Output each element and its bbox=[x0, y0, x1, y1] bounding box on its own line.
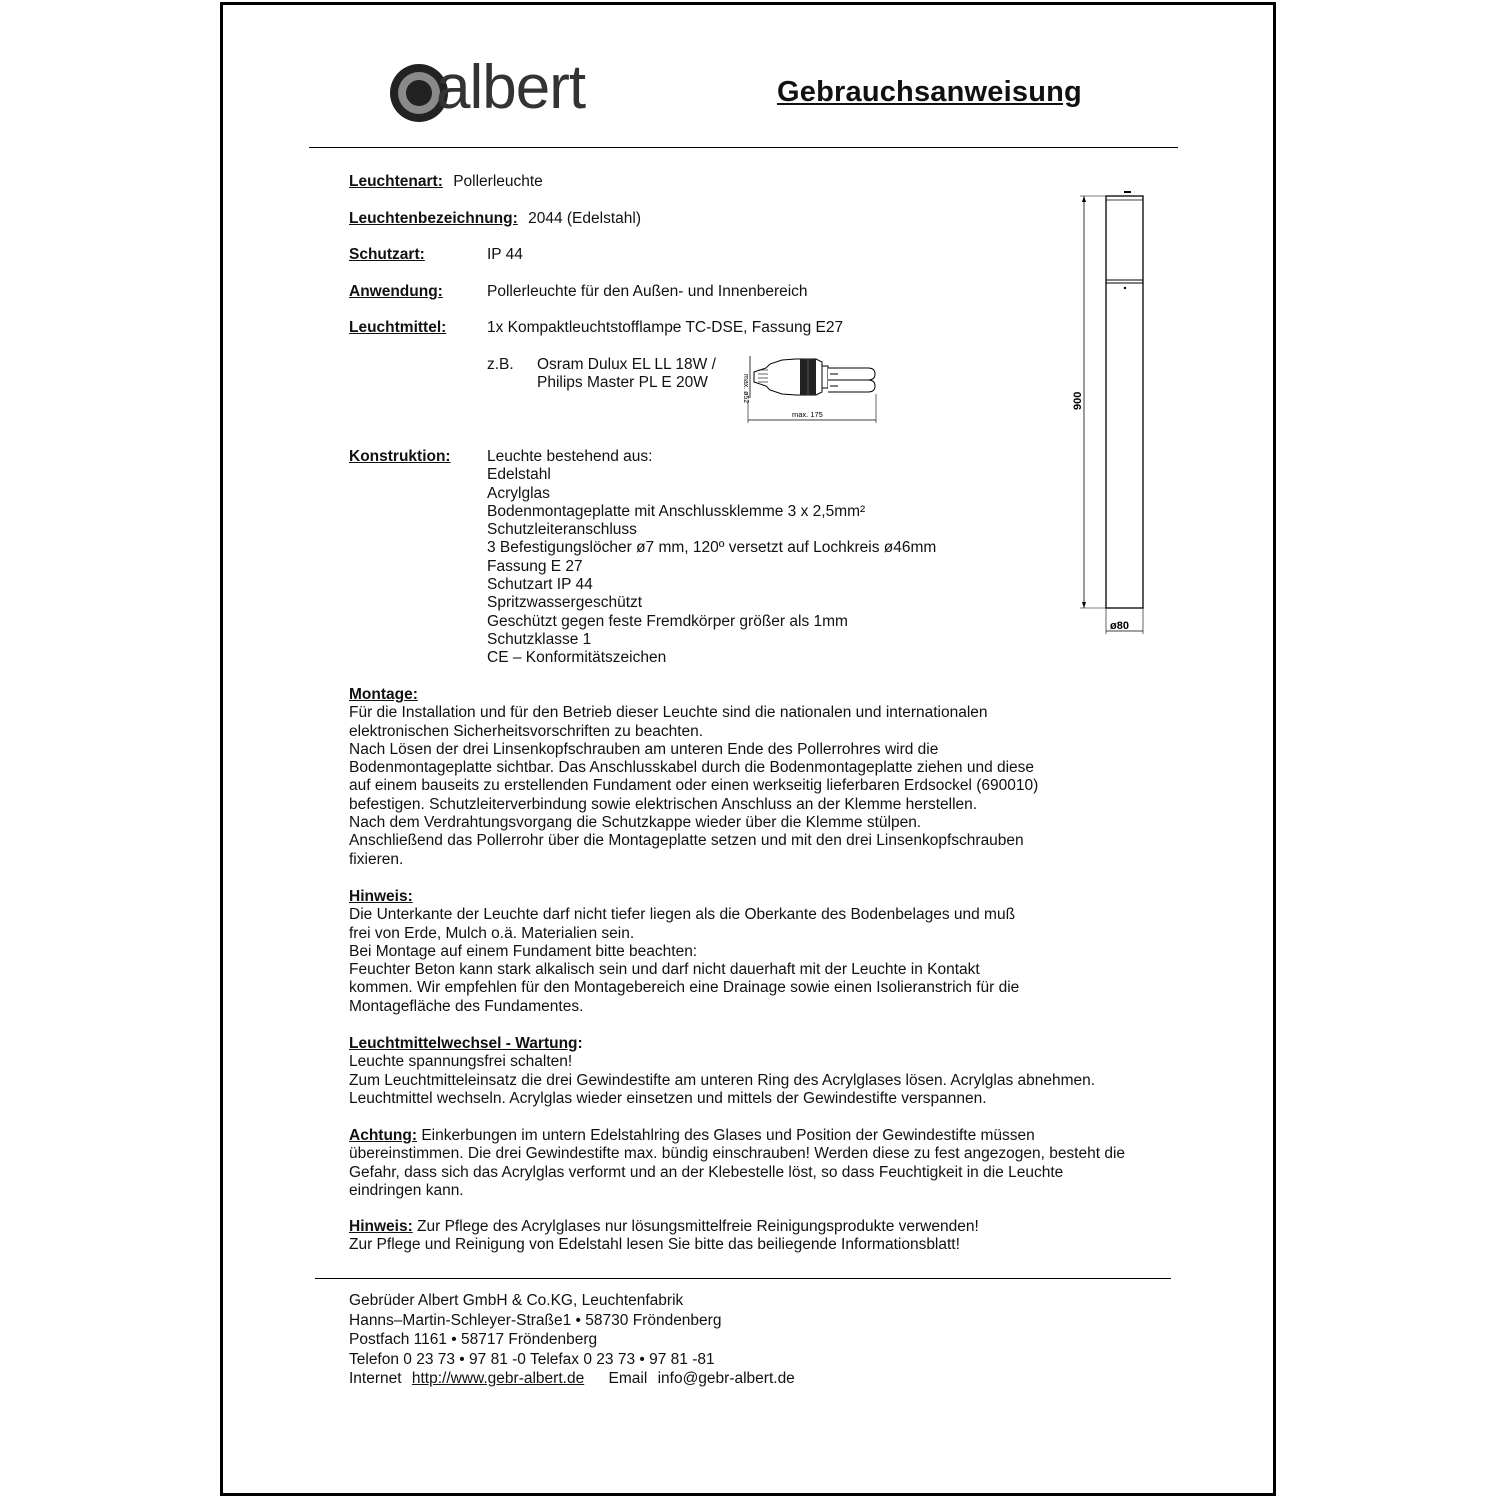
spec-value: Pollerleuchte bbox=[453, 173, 543, 190]
footer-phone: Telefon 0 23 73 • 97 81 -0 Telefax 0 23 73 • 97 81 -81 bbox=[349, 1350, 715, 1368]
paragraph-line: Nach dem Verdrahtungsvorgang die Schutzkappe wieder über die Klemme stülpen. bbox=[349, 814, 922, 832]
achtung-section bbox=[349, 1127, 1125, 1200]
lamp-diameter-label: max. ø52 bbox=[742, 374, 749, 404]
website-link[interactable]: http://www.gebr-albert.de bbox=[411, 1370, 585, 1387]
section-heading: Hinweis: bbox=[349, 888, 413, 905]
paragraph-line: elektronischen Sicherheitsvorschriften zu beachten. bbox=[349, 722, 704, 740]
paragraph-line: Anschließend das Pollerrohr über die Montageplatte setzen und mit den drei Linsenkopfschrauben bbox=[349, 832, 1024, 850]
footer-company: Gebrüder Albert GmbH & Co.KG, Leuchtenfabrik bbox=[349, 1292, 684, 1309]
internet-label: Internet bbox=[349, 1370, 402, 1387]
spec-label: Anwendung: bbox=[349, 283, 443, 300]
paragraph-line: übereinstimmen. Die drei Gewindestifte max. bündig einschrauben! Werden diese zu fest angezogen, besteht die bbox=[349, 1145, 1126, 1163]
footer-contact bbox=[349, 1369, 795, 1389]
spec-bezeichnung bbox=[349, 210, 641, 228]
lamp-length-label: max. 175 bbox=[792, 410, 823, 419]
example-prefix: z.B. bbox=[487, 356, 514, 373]
paragraph-line: kommen. Wir empfehlen für den Montagebereich eine Drainage sowie einen Isolieranstrich für die bbox=[349, 979, 1020, 997]
list-item: Geschützt gegen feste Fremdkörper größer als 1mm bbox=[487, 612, 848, 630]
header-divider bbox=[309, 147, 1178, 148]
spec-leuchtenart bbox=[349, 173, 543, 191]
albert-logo bbox=[386, 53, 636, 124]
list-item: Schutzart IP 44 bbox=[487, 576, 593, 594]
konstruktion-label: Konstruktion: bbox=[349, 448, 451, 465]
paragraph-line: Leuchte spannungsfrei schalten! bbox=[349, 1053, 573, 1071]
paragraph-line: frei von Erde, Mulch o.ä. Materialien sein. bbox=[349, 924, 635, 942]
paragraph-line: Bodenmontageplatte sichtbar. Das Anschlusskabel durch die Bodenmontageplatte ziehen und diese bbox=[349, 759, 1035, 777]
example-line-2: Philips Master PL E 20W bbox=[537, 374, 708, 391]
wartung-colon: : bbox=[577, 1035, 583, 1052]
list-item: CE – Konformitätszeichen bbox=[487, 649, 667, 667]
bollard-height-label: 900 bbox=[1072, 391, 1084, 410]
footer-address: Hanns–Martin-Schleyer-Straße1 • 58730 Fröndenberg bbox=[349, 1311, 722, 1329]
page-title: Gebrauchsanweisung bbox=[777, 76, 1082, 108]
paragraph-line bbox=[349, 1127, 1125, 1145]
email-label: Email bbox=[608, 1370, 648, 1387]
paragraph-line: Montagefläche des Fundamentes. bbox=[349, 997, 584, 1015]
footer-divider bbox=[315, 1278, 1171, 1279]
footer-postfach: Postfach 1161 • 58717 Fröndenberg bbox=[349, 1331, 598, 1348]
list-item: Edelstahl bbox=[487, 466, 551, 484]
list-item: Schutzleiteranschluss bbox=[487, 521, 637, 539]
spec-label: Leuchtmittel: bbox=[349, 319, 447, 336]
list-item: Fassung E 27 bbox=[487, 557, 583, 575]
paragraph-line: Zum Leuchtmitteleinsatz die drei Gewindestifte am unteren Ring des Acrylglases lösen. Acrylglas abnehmen. bbox=[349, 1071, 1096, 1089]
spec-value: 1x Kompaktleuchtstofflampe TC-DSE, Fassung E27 bbox=[487, 319, 844, 336]
list-item: 3 Befestigungslöcher ø7 mm, 120º versetzt auf Lochkreis ø46mm bbox=[487, 539, 937, 557]
paragraph-line: Zur Pflege und Reinigung von Edelstahl lesen Sie bitte das beiliegende Informationsblatt! bbox=[349, 1236, 960, 1254]
wartung-section bbox=[349, 1035, 1095, 1108]
email-address[interactable]: info@gebr-albert.de bbox=[657, 1370, 795, 1387]
bollard-diameter-label: ø80 bbox=[1110, 620, 1129, 632]
logo-wordmark: albert bbox=[436, 53, 586, 122]
spec-value: IP 44 bbox=[487, 246, 523, 263]
footer bbox=[349, 1291, 795, 1389]
wartung-label: Leuchtmittelwechsel - Wartung bbox=[349, 1035, 578, 1052]
spec-value: Pollerleuchte für den Außen- und Innenbereich bbox=[487, 283, 808, 300]
paragraph-line: Die Unterkante der Leuchte darf nicht tiefer liegen als die Oberkante des Bodenbelages und muß bbox=[349, 906, 1016, 924]
list-item: Schutzklasse 1 bbox=[487, 630, 592, 648]
spec-value: 2044 (Edelstahl) bbox=[528, 210, 641, 227]
hinweis-pflege-label: Hinweis: bbox=[349, 1218, 413, 1235]
paragraph-line: Gefahr, dass sich das Acrylglas verformt und an der Klebestelle löst, so dass Feuchtigkeit in die Leuchte bbox=[349, 1163, 1064, 1181]
konstruktion-list bbox=[487, 448, 936, 668]
achtung-first-line: Einkerbungen im untern Edelstahlring des Glases und Position der Gewindestifte müssen bbox=[417, 1127, 1035, 1144]
paragraph-line: befestigen. Schutzleiterverbindung sowie elektrischen Anschluss an der Klemme herstellen. bbox=[349, 795, 978, 813]
montage-section bbox=[349, 686, 1038, 869]
paragraph-line: fixieren. bbox=[349, 850, 404, 868]
paragraph-line: Für die Installation und für den Betrieb dieser Leuchte sind die nationalen und internationalen bbox=[349, 704, 988, 722]
paragraph-line bbox=[349, 1218, 979, 1236]
lamp-diagram bbox=[738, 354, 880, 424]
paragraph-line: Nach Lösen der drei Linsenkopfschrauben am unteren Ende des Pollerrohres wird die bbox=[349, 740, 939, 758]
example-line-1: Osram Dulux EL LL 18W / bbox=[537, 356, 716, 373]
list-item: Acrylglas bbox=[487, 484, 550, 502]
paragraph-line: Bei Montage auf einem Fundament bitte beachten: bbox=[349, 942, 698, 960]
list-item: Spritzwassergeschützt bbox=[487, 594, 643, 612]
list-item: Leuchte bestehend aus: bbox=[487, 448, 653, 465]
paragraph-line: eindringen kann. bbox=[349, 1181, 464, 1199]
spec-label: Leuchtenart: bbox=[349, 173, 443, 190]
spec-label: Schutzart: bbox=[349, 246, 425, 263]
hinweis-pflege-first-line: Zur Pflege des Acrylglases nur lösungsmittelfreie Reinigungsprodukte verwenden! bbox=[412, 1218, 979, 1235]
paragraph-line: Leuchtmittel wechseln. Acrylglas wieder einsetzen und mittels der Gewindestifte verspannen. bbox=[349, 1089, 987, 1107]
hinweis-section bbox=[349, 888, 1019, 1016]
section-heading: Montage: bbox=[349, 686, 418, 703]
achtung-label: Achtung: bbox=[349, 1127, 418, 1144]
paragraph-line: Feuchter Beton kann stark alkalisch sein und darf nicht dauerhaft mit der Leuchte in Kontakt bbox=[349, 961, 980, 979]
paragraph-line: auf einem bauseits zu erstellenden Fundament oder einen werkseitig lieferbaren Erdsockel (690010) bbox=[349, 777, 1039, 795]
spec-label: Leuchtenbezeichnung: bbox=[349, 210, 518, 227]
bollard-diagram bbox=[1066, 188, 1156, 638]
section-heading bbox=[349, 1035, 1095, 1053]
hinweis-pflege-section bbox=[349, 1218, 979, 1255]
list-item: Bodenmontageplatte mit Anschlussklemme 3 x 2,5mm² bbox=[487, 502, 866, 520]
